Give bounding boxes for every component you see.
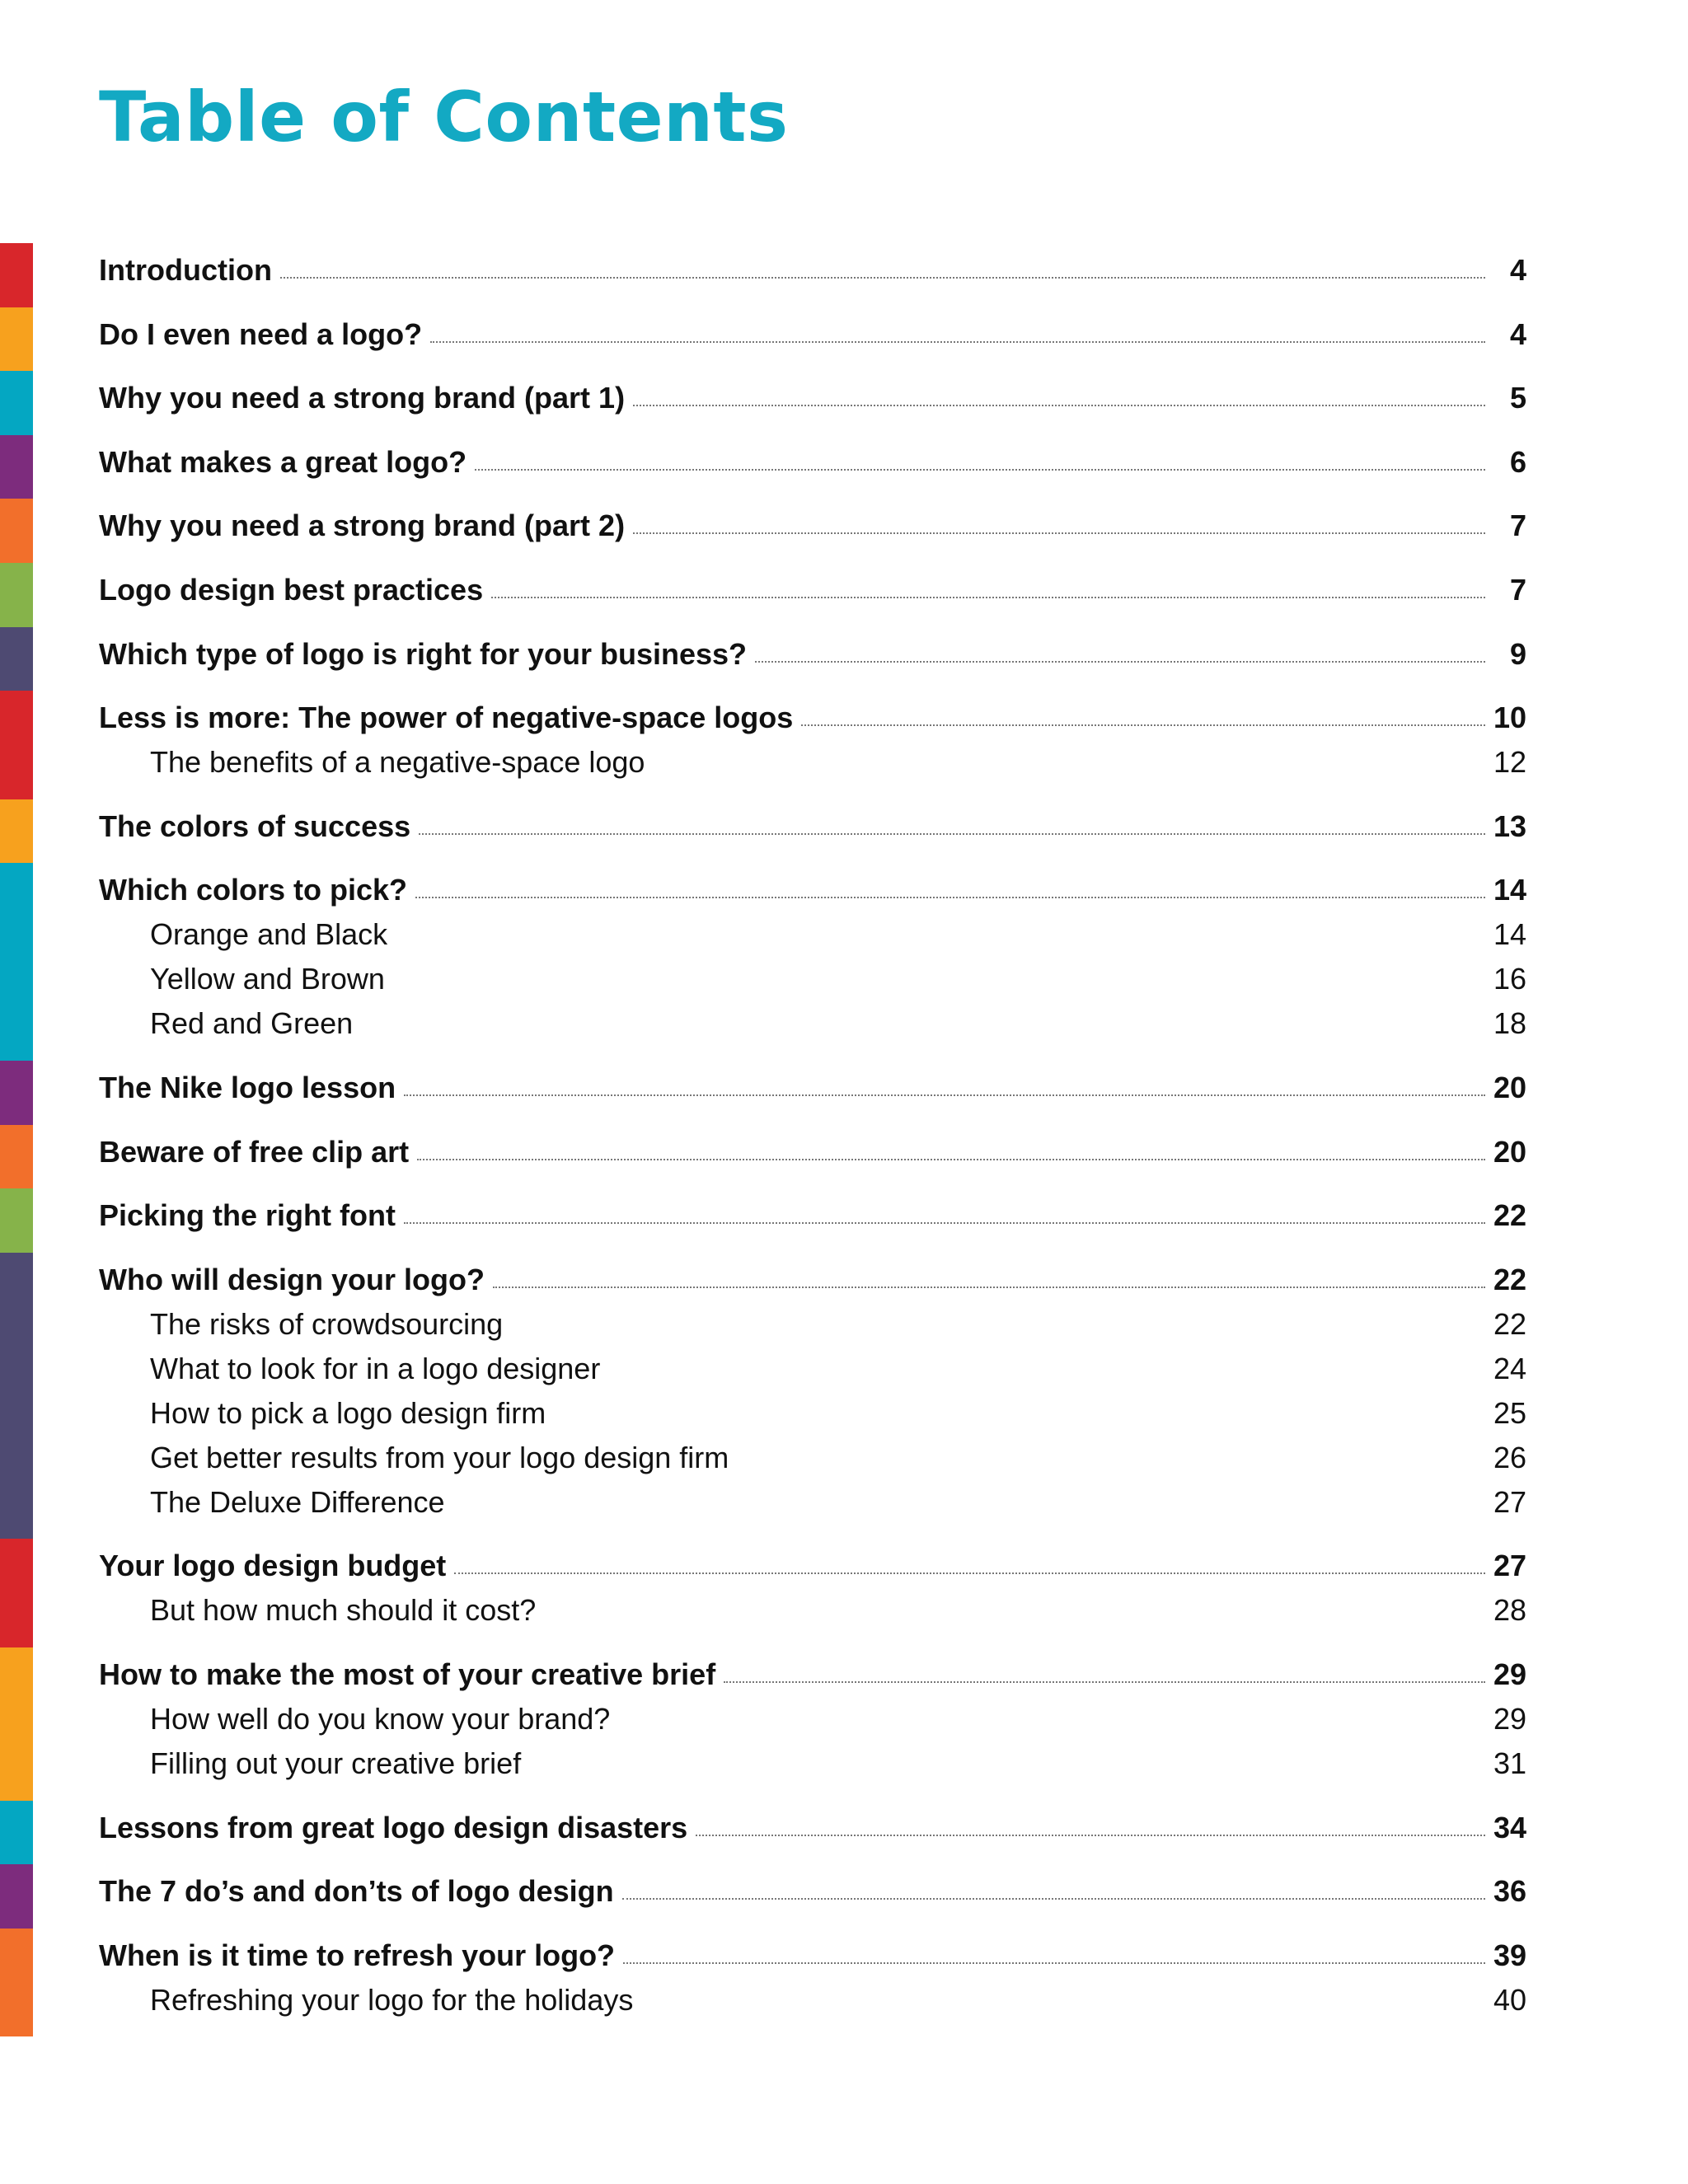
toc-page-number: 31 (1493, 1746, 1526, 1780)
dot-leader (454, 1572, 1485, 1574)
toc-page-number: 36 (1493, 1874, 1526, 1909)
color-bar-segment (0, 863, 33, 1061)
toc-entry-title: What to look for in a logo designer (150, 1351, 601, 1385)
dot-leader (415, 897, 1485, 898)
toc-entry-title: Which colors to pick? (99, 873, 408, 907)
toc-page-number: 18 (1493, 1006, 1526, 1041)
toc-entry-title: But how much should it cost? (150, 1593, 537, 1628)
toc-page-number: 27 (1493, 1549, 1526, 1583)
toc-page-number: 27 (1493, 1484, 1526, 1519)
toc-entry-title: What makes a great logo? (99, 444, 467, 479)
dot-leader (724, 1681, 1485, 1683)
toc-entry-title: The 7 do’s and don’ts of logo design (99, 1874, 614, 1909)
toc-subentry[interactable] (99, 1435, 1526, 1481)
toc-entry-title: Logo design best practices (99, 573, 484, 607)
toc-entry-title: How to pick a logo design firm (150, 1395, 546, 1430)
toc-entry-title: Do I even need a logo? (99, 316, 423, 351)
toc-entry-title: Why you need a strong brand (part 2) (99, 509, 626, 543)
dot-leader (419, 833, 1485, 835)
toc-entry[interactable] (99, 312, 1526, 358)
toc-page-number: 7 (1509, 509, 1526, 543)
toc-entry-title: How to make the most of your creative brief (99, 1657, 716, 1691)
color-bar-segment (0, 627, 33, 691)
toc-page-number: 40 (1493, 1982, 1526, 2017)
toc-subentry[interactable] (99, 1479, 1526, 1526)
toc-entry[interactable] (99, 1868, 1526, 1915)
color-bar-segment (0, 435, 33, 499)
toc-entry-title: Red and Green (150, 1006, 354, 1041)
toc-page-number: 39 (1493, 1938, 1526, 1972)
toc-page-number: 16 (1493, 962, 1526, 996)
color-bar-segment (0, 1253, 33, 1540)
toc-page-number: 20 (1493, 1071, 1526, 1104)
toc-entry[interactable] (99, 695, 1526, 741)
toc-entry-title: Lessons from great logo design disasters (99, 1810, 688, 1844)
toc-entry[interactable] (99, 375, 1526, 421)
toc-page-number: 10 (1493, 701, 1526, 735)
toc-page-number: 6 (1509, 444, 1526, 479)
color-bar-segment (0, 1539, 33, 1647)
toc-page-number: 7 (1509, 573, 1526, 607)
toc-entry-title: Get better results from your logo design firm (150, 1440, 729, 1474)
toc-entry[interactable] (99, 1193, 1526, 1239)
toc-subentry[interactable] (99, 1346, 1526, 1392)
color-bar-segment (0, 563, 33, 627)
dot-leader (633, 532, 1485, 534)
color-bar-segment (0, 371, 33, 435)
toc-entry[interactable] (99, 1652, 1526, 1698)
dot-leader (417, 1159, 1485, 1160)
toc-entry[interactable] (99, 1805, 1526, 1851)
dot-leader (801, 724, 1485, 726)
dot-leader (493, 1286, 1485, 1288)
toc-subentry[interactable] (99, 1587, 1526, 1633)
toc-page-number: 4 (1509, 253, 1526, 287)
toc-page-number: 28 (1493, 1593, 1526, 1628)
color-bar-segment (0, 1188, 33, 1253)
color-bar-segment (0, 1125, 33, 1189)
toc-entry[interactable] (99, 631, 1526, 677)
dot-leader (696, 1835, 1485, 1836)
toc-page-number: 22 (1493, 1306, 1526, 1341)
toc-page-number: 24 (1493, 1351, 1526, 1385)
toc-page-number: 22 (1493, 1262, 1526, 1296)
toc-entry[interactable] (99, 804, 1526, 850)
color-bar-segment (0, 1647, 33, 1801)
toc-entry-title: Introduction (99, 253, 272, 287)
toc-page-number: 13 (1493, 808, 1526, 843)
toc-entry-title: Less is more: The power of negative-space logos (99, 701, 794, 735)
toc-subentry[interactable] (99, 1696, 1526, 1742)
color-bar-segment (0, 1929, 33, 2037)
toc-entry-title: The benefits of a negative-space logo (150, 745, 645, 780)
toc-entry-title: Which type of logo is right for your business? (99, 636, 748, 671)
toc-entry-title: The colors of success (99, 808, 411, 843)
toc-entry[interactable] (99, 867, 1526, 913)
toc-entry-title: Beware of free clip art (99, 1134, 410, 1169)
dot-leader (491, 597, 1485, 598)
toc-entry-title: The Deluxe Difference (150, 1484, 445, 1519)
toc-subentry[interactable] (99, 739, 1526, 785)
color-bar-segment (0, 499, 33, 563)
toc-entry[interactable] (99, 1257, 1526, 1303)
dot-leader (475, 469, 1485, 471)
color-bar-segment (0, 307, 33, 372)
toc-page-number: 34 (1493, 1810, 1526, 1844)
toc-entry-title: When is it time to refresh your logo? (99, 1938, 616, 1972)
toc-page-number: 14 (1493, 873, 1526, 907)
toc-page-number: 26 (1493, 1440, 1526, 1474)
toc-entry[interactable] (99, 567, 1526, 613)
color-bar-segment (0, 1801, 33, 1865)
dot-leader (633, 405, 1485, 406)
toc-entry-title: Your logo design budget (99, 1549, 447, 1583)
toc-entry-title: The risks of crowdsourcing (150, 1306, 504, 1341)
toc-entry-title: The Nike logo lesson (99, 1071, 396, 1104)
toc-entry-title: Refreshing your logo for the holidays (150, 1982, 634, 2017)
dot-leader (280, 277, 1485, 279)
toc-entry[interactable] (99, 1065, 1526, 1111)
dot-leader (622, 1898, 1485, 1900)
toc-entry[interactable] (99, 1933, 1526, 1979)
dot-leader (404, 1222, 1485, 1224)
toc-entry[interactable] (99, 1543, 1526, 1589)
toc-entry-title: Who will design your logo? (99, 1262, 485, 1296)
toc-subentry[interactable] (99, 1977, 1526, 2023)
toc-page-number: 9 (1509, 636, 1526, 671)
toc-subentry[interactable] (99, 1741, 1526, 1787)
dot-leader (404, 1094, 1485, 1096)
toc-entry[interactable] (99, 503, 1526, 549)
toc-page-number: 4 (1509, 316, 1526, 351)
toc-entry-title: How well do you know your brand? (150, 1702, 611, 1736)
toc-subentry[interactable] (99, 1390, 1526, 1436)
dot-leader (623, 1962, 1485, 1964)
toc-page-number: 20 (1493, 1134, 1526, 1169)
toc-entry[interactable] (99, 439, 1526, 485)
toc-entry-title: Yellow and Brown (150, 962, 385, 996)
toc-page-number: 5 (1509, 381, 1526, 415)
toc-subentry[interactable] (99, 912, 1526, 958)
toc-page-number: 29 (1493, 1702, 1526, 1736)
toc-page-number: 25 (1493, 1395, 1526, 1430)
toc-page-number: 22 (1493, 1198, 1526, 1233)
toc-page-number: 12 (1493, 745, 1526, 780)
toc-subentry[interactable] (99, 1001, 1526, 1047)
color-bar-segment (0, 243, 33, 307)
dot-leader (755, 661, 1485, 663)
toc-entry-title: Filling out your creative brief (150, 1746, 522, 1780)
dot-leader (430, 341, 1485, 343)
toc-subentry[interactable] (99, 956, 1526, 1002)
toc-page-number: 29 (1493, 1657, 1526, 1691)
color-bar-segment (0, 1061, 33, 1125)
toc-entry-title: Orange and Black (150, 917, 388, 952)
color-bar-segment (0, 1864, 33, 1929)
toc-subentry[interactable] (99, 1301, 1526, 1347)
color-bar-segment (0, 799, 33, 864)
toc-entry[interactable] (99, 247, 1526, 293)
toc-entry[interactable] (99, 1129, 1526, 1175)
toc-entry-title: Picking the right font (99, 1198, 396, 1233)
toc-entry-title: Why you need a strong brand (part 1) (99, 381, 626, 415)
toc-page-number: 14 (1493, 917, 1526, 952)
color-bar-segment (0, 691, 33, 799)
page-title: Table of Contents (99, 77, 789, 157)
